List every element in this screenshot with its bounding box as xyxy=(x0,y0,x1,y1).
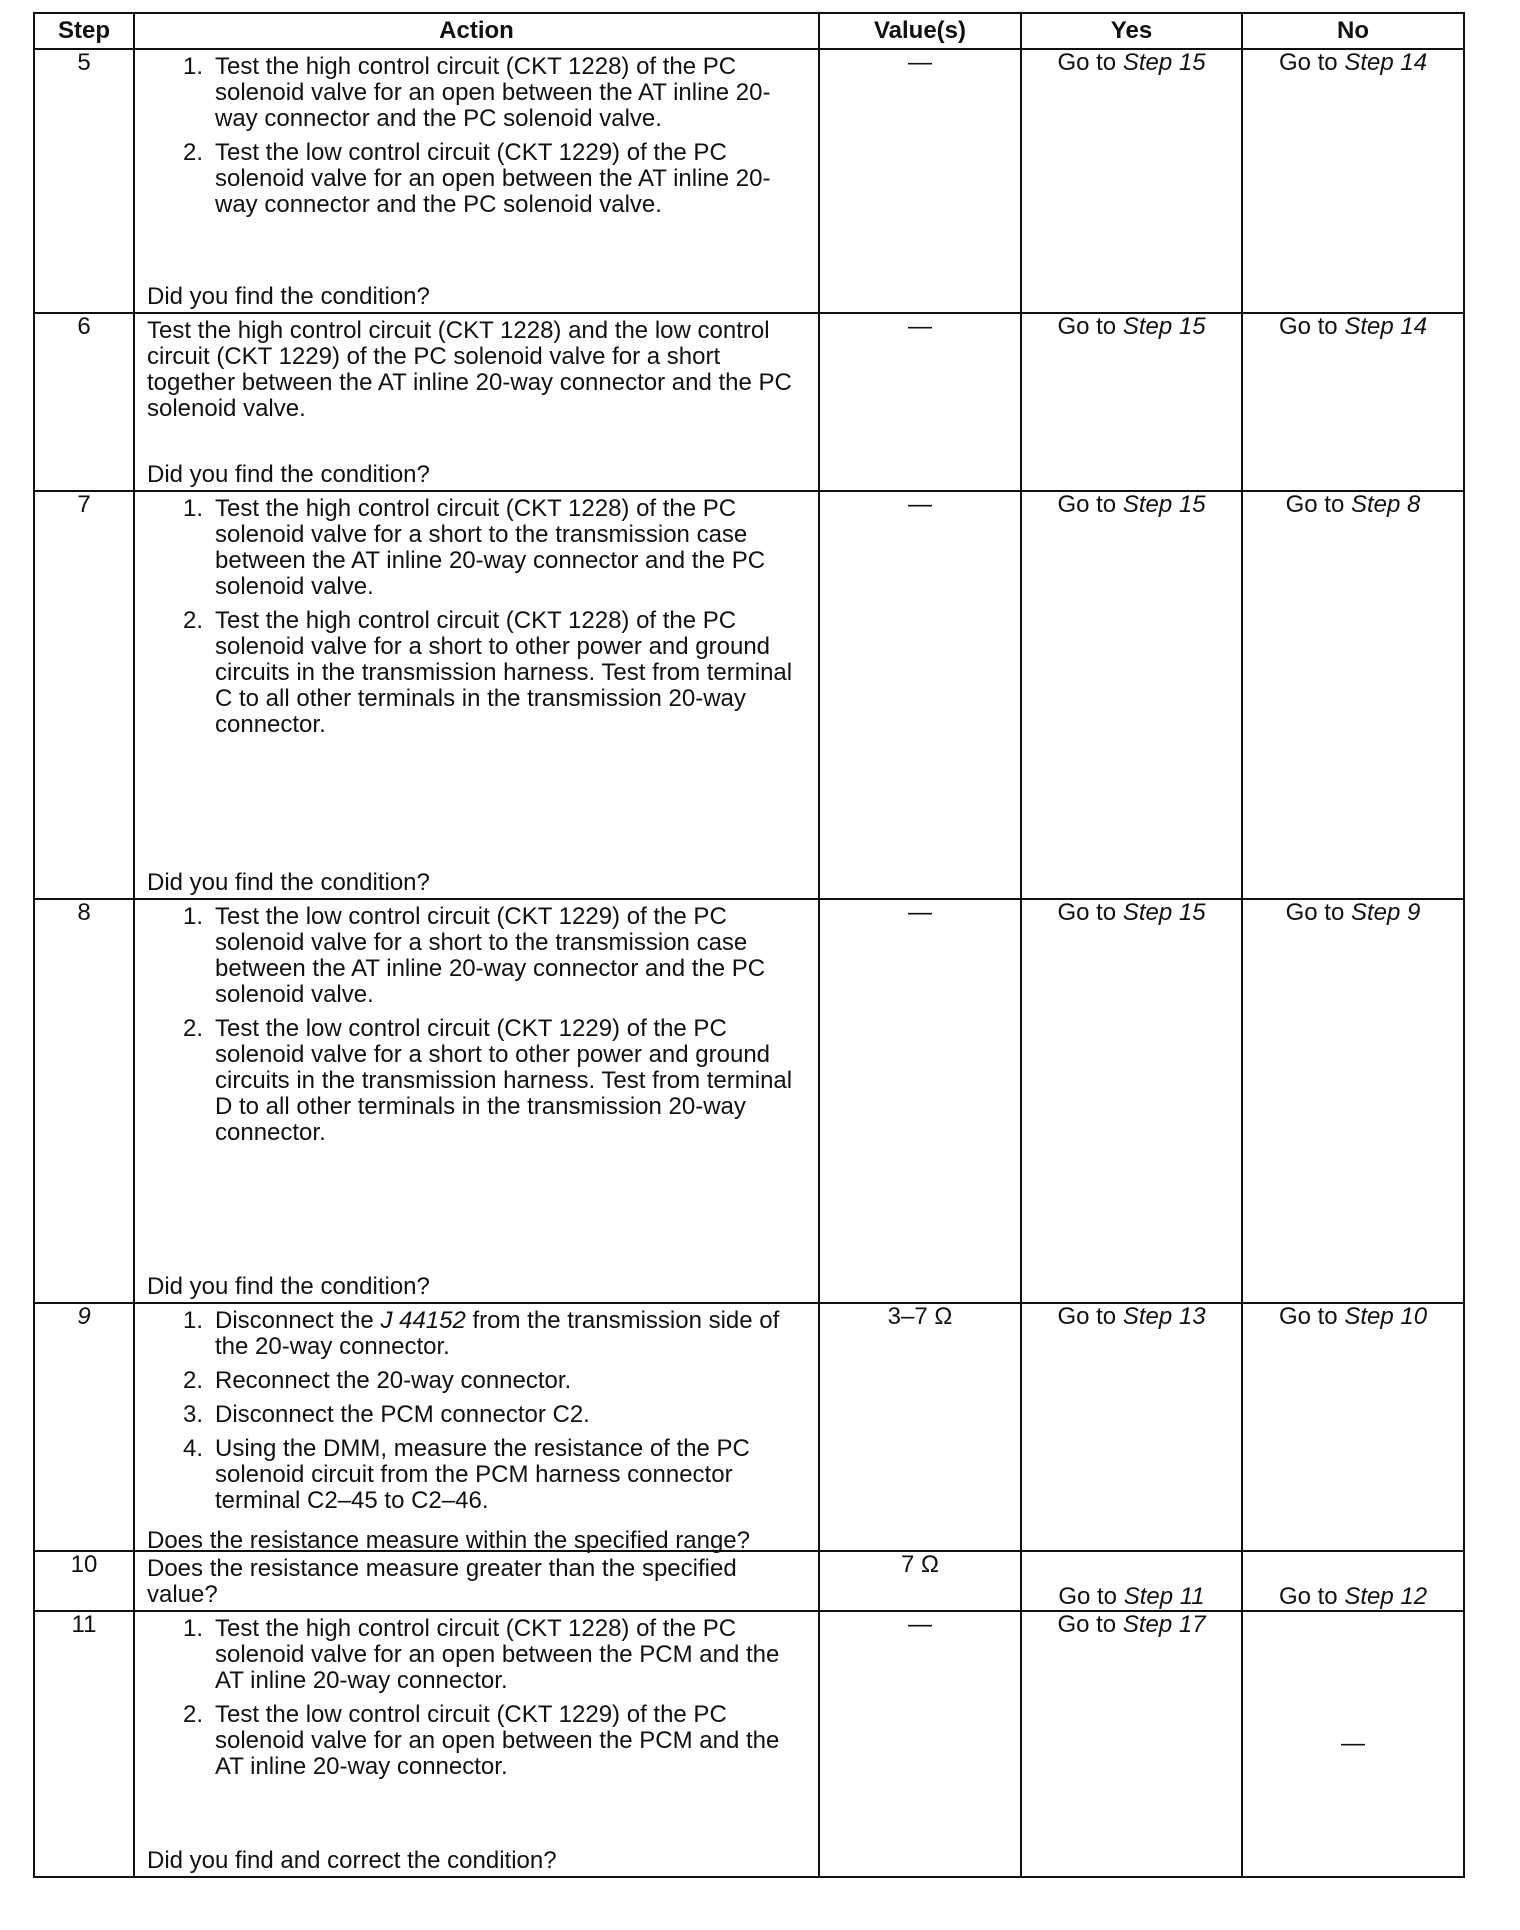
action-cell xyxy=(134,899,819,1303)
action-question: Did you find the condition? xyxy=(147,283,430,310)
action-cell xyxy=(134,1551,819,1611)
action-cell xyxy=(134,49,819,313)
header-step: Step xyxy=(34,13,134,49)
value-text: — xyxy=(908,1611,932,1638)
no-step-link[interactable]: Step 14 xyxy=(1344,313,1428,340)
table-row-step-6 xyxy=(34,313,1464,491)
action-item: 1. Disconnect the J 44152 from the transmission side of the 20-way connector. xyxy=(182,1307,780,1360)
no-value: — xyxy=(1341,1730,1365,1757)
no-cell: Go to Step 9 xyxy=(1242,899,1464,1303)
action-item: 1. Test the high control circuit (CKT 1228) of the PC solenoid valve for an open between the PCM and the AT inline 20-way connector. xyxy=(182,1615,780,1694)
action-item: 1. Test the high control circuit (CKT 1228) of the PC solenoid valve for an open between the AT inline 20-way connector and the PC solenoid valve. xyxy=(182,53,771,132)
no-cell xyxy=(1242,1611,1464,1877)
action-cell xyxy=(134,1611,819,1877)
yes-cell: Go to Step 15 xyxy=(1021,491,1242,899)
value-text: — xyxy=(908,899,932,926)
value-cell xyxy=(819,1551,1021,1611)
diagnostic-table xyxy=(33,12,1465,1878)
action-item: 1. Test the low control circuit (CKT 1229) of the PC solenoid valve for a short to the transmission case between the AT inline 20-way connector and the PC solenoid valve. xyxy=(182,903,766,1008)
value-cell xyxy=(819,49,1021,313)
no-step-link[interactable]: Step 9 xyxy=(1350,899,1421,926)
table-row-step-8 xyxy=(34,899,1464,1303)
value-text: 7 Ω xyxy=(901,1551,939,1578)
yes-step-link[interactable]: Step 15 xyxy=(1122,899,1206,926)
value-text: — xyxy=(908,313,932,340)
step-number: 7 xyxy=(77,491,91,518)
step-cell xyxy=(34,491,134,899)
action-item: 2. Reconnect the 20-way connector. xyxy=(182,1367,572,1394)
action-cell xyxy=(134,313,819,491)
value-cell xyxy=(819,491,1021,899)
header-yes: Yes xyxy=(1021,13,1242,49)
value-cell xyxy=(819,1303,1021,1551)
step-cell xyxy=(34,1303,134,1551)
no-step-link[interactable]: Step 10 xyxy=(1344,1303,1428,1330)
action-question: Did you find and correct the condition? xyxy=(147,1847,557,1874)
value-cell xyxy=(819,1611,1021,1877)
yes-step-link[interactable]: Step 17 xyxy=(1122,1611,1206,1638)
yes-step-link[interactable]: Step 11 xyxy=(1123,1583,1205,1610)
step-cell xyxy=(34,1551,134,1611)
header-no: No xyxy=(1242,13,1464,49)
value-cell xyxy=(819,899,1021,1303)
no-step-link[interactable]: Step 8 xyxy=(1350,491,1421,518)
yes-cell: Go to Step 15 xyxy=(1021,313,1242,491)
no-step-link[interactable]: Step 14 xyxy=(1344,49,1428,76)
table-row-step-7 xyxy=(34,491,1464,899)
action-question: Did you find the condition? xyxy=(147,461,430,488)
no-cell: Go to Step 14 xyxy=(1242,313,1464,491)
no-step-link[interactable]: Step 12 xyxy=(1344,1583,1428,1610)
no-cell: Go to Step 10 xyxy=(1242,1303,1464,1551)
action-question: Did you find the condition? xyxy=(147,869,430,896)
step-number: 10 xyxy=(70,1551,98,1578)
action-item: 2. Test the low control circuit (CKT 1229) of the PC solenoid valve for a short to other power and ground circuits in the transmission harness. Test from terminal D to all other terminals in the transmission 20-way connector. xyxy=(182,1015,793,1146)
header-value: Value(s) xyxy=(819,13,1021,49)
step-cell xyxy=(34,49,134,313)
table-row-step-5 xyxy=(34,49,1464,313)
step-number: 9 xyxy=(77,1303,91,1330)
action-item: 3. Disconnect the PCM connector C2. xyxy=(182,1401,590,1428)
table-row-step-9 xyxy=(34,1303,1464,1551)
action-item: 2. Test the low control circuit (CKT 1229) of the PC solenoid valve for an open between the PCM and the AT inline 20-way connector. xyxy=(182,1701,780,1780)
yes-cell: Go to Step 15 xyxy=(1021,49,1242,313)
action-question: Does the resistance measure within the specified range? xyxy=(147,1527,750,1554)
step-number: 8 xyxy=(77,899,91,926)
table-row-step-10 xyxy=(34,1551,1464,1611)
tool-reference: J 44152 xyxy=(380,1307,466,1334)
action-text: Test the high control circuit (CKT 1228) and the low control circuit (CKT 1229) of the PC solenoid valve for a short together between the AT inline 20-way connector and the PC solenoid valve. xyxy=(147,317,792,422)
header-action: Action xyxy=(134,13,819,49)
action-item: 2. Test the high control circuit (CKT 1228) of the PC solenoid valve for a short to other power and ground circuits in the transmission harness. Test from terminal C to all other terminals in the transmission 20-way connector. xyxy=(182,607,793,738)
header-row xyxy=(34,13,1464,49)
yes-step-link[interactable]: Step 15 xyxy=(1122,491,1206,518)
no-cell: Go to Step 14 xyxy=(1242,49,1464,313)
value-cell xyxy=(819,313,1021,491)
yes-cell: Go to Step 15 xyxy=(1021,899,1242,1303)
yes-cell: Go to Step 11 xyxy=(1021,1551,1242,1611)
action-item: 1. Test the high control circuit (CKT 1228) of the PC solenoid valve for a short to the transmission case between the AT inline 20-way connector and the PC solenoid valve. xyxy=(182,495,766,600)
yes-step-link[interactable]: Step 15 xyxy=(1122,313,1206,340)
value-text: 3–7 Ω xyxy=(887,1303,953,1330)
action-item: 4. Using the DMM, measure the resistance of the PC solenoid circuit from the PCM harness connector terminal C2–45 to C2–46. xyxy=(182,1435,750,1514)
action-cell xyxy=(134,491,819,899)
step-cell xyxy=(34,1611,134,1877)
no-cell: Go to Step 12 xyxy=(1242,1551,1464,1611)
no-cell: Go to Step 8 xyxy=(1242,491,1464,899)
step-cell xyxy=(34,899,134,1303)
yes-step-link[interactable]: Step 15 xyxy=(1122,49,1206,76)
action-question: Did you find the condition? xyxy=(147,1273,430,1300)
action-item: 2. Test the low control circuit (CKT 1229) of the PC solenoid valve for an open between the AT inline 20-way connector and the PC solenoid valve. xyxy=(182,139,771,218)
step-number: 5 xyxy=(77,49,91,76)
value-text: — xyxy=(908,491,932,518)
action-question: Does the resistance measure greater than the specified value? xyxy=(147,1555,737,1608)
value-text: — xyxy=(908,49,932,76)
step-cell xyxy=(34,313,134,491)
step-number: 11 xyxy=(71,1611,97,1638)
yes-cell: Go to Step 17 xyxy=(1021,1611,1242,1877)
yes-cell: Go to Step 13 xyxy=(1021,1303,1242,1551)
step-number: 6 xyxy=(77,313,91,340)
action-cell xyxy=(134,1303,819,1554)
table-row-step-11 xyxy=(34,1611,1464,1877)
yes-step-link[interactable]: Step 13 xyxy=(1122,1303,1206,1330)
